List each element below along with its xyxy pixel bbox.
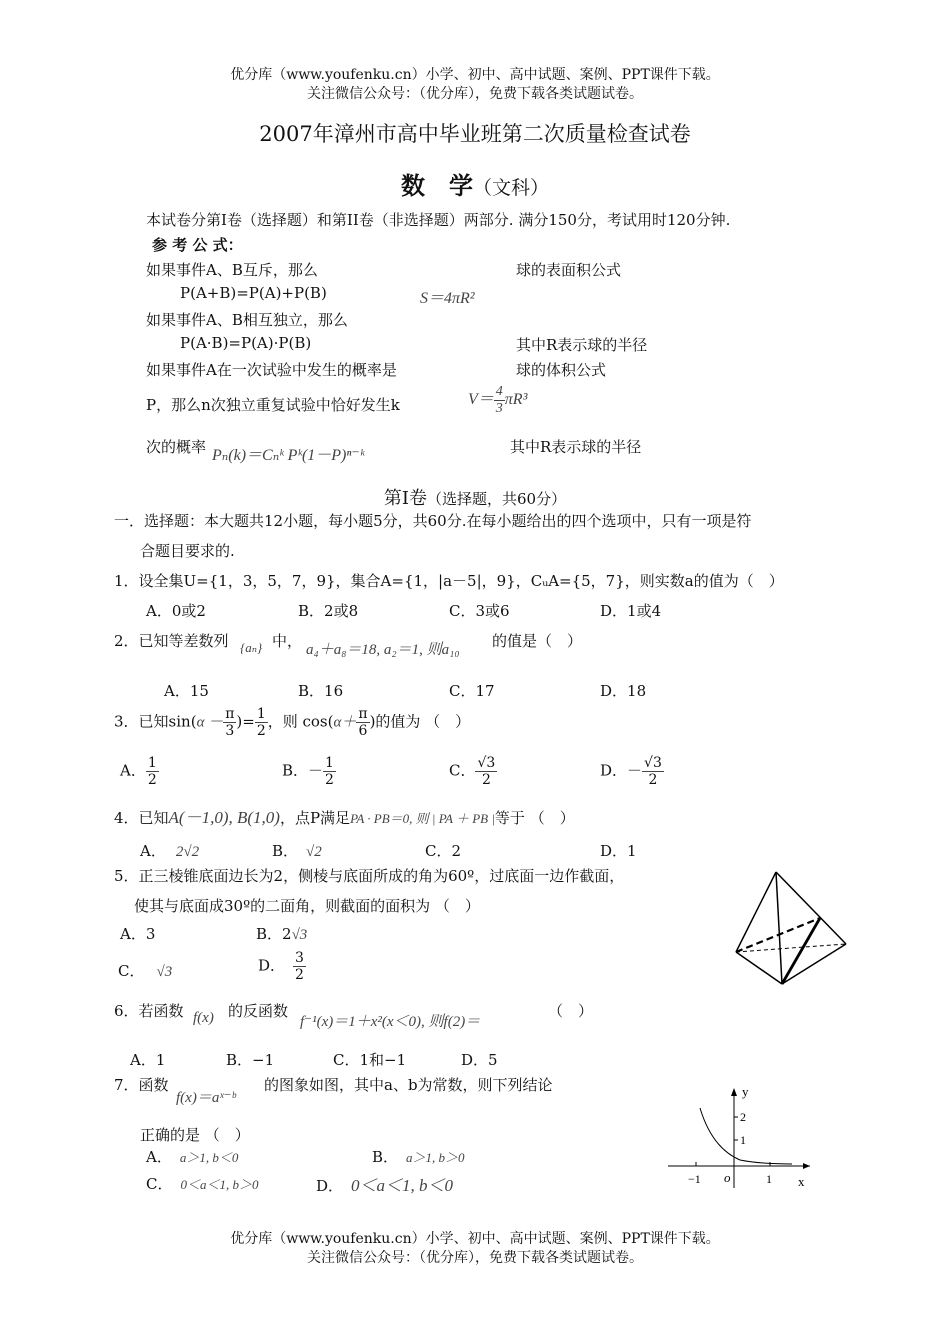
option-value: 0＜a＜1, b＜0 [351, 1176, 454, 1195]
numerator: π [358, 706, 368, 722]
fraction [494, 384, 505, 417]
denominator: 2 [325, 772, 334, 788]
inverse-function: f⁻¹(x)＝1＋x²(x＜0), 则f(2)＝ [300, 1014, 481, 1030]
q3-angle: α － [196, 714, 224, 731]
function-curve [700, 1108, 792, 1164]
section-title [0, 484, 950, 510]
option-value: a＞1, b＞0 [406, 1150, 465, 1165]
q5-option-b [256, 923, 307, 944]
q4-text: 4．已知 [114, 809, 169, 827]
formula-line: 球的体积公式 [516, 361, 607, 379]
option-label: A． [146, 1148, 172, 1166]
question-4-stem [114, 803, 575, 828]
fraction [223, 706, 236, 739]
section-edge [782, 918, 820, 984]
option-label: C． [449, 761, 476, 780]
fraction [323, 755, 336, 788]
function-definition: f(x)＝aˣ⁻ᵇ [176, 1090, 236, 1106]
q7-option-d [316, 1171, 453, 1196]
denominator: 2 [295, 967, 304, 983]
section-intro: 合题目要求的. [140, 542, 235, 560]
footer-line-1: 优分库（www.youfenku.cn）小学、初中、高中试题、案例、PPT课件下载。 [230, 1231, 720, 1247]
x-axis-label: x [798, 1174, 805, 1189]
q2-option-a: A．15 [164, 682, 209, 700]
q4-option-d: D．1 [600, 842, 637, 860]
q1-option-c: C．3或6 [449, 602, 510, 620]
formula-line: 球的表面积公式 [516, 261, 622, 279]
sphere-area-formula: S＝4πR² [420, 290, 475, 307]
numerator: 1 [147, 755, 157, 771]
q1-option-d: D．1或4 [600, 602, 662, 620]
q2-condition: a₄＋a₈＝18, a₂＝1, 则a₁₀ [306, 642, 460, 658]
numerator: 4 [495, 384, 503, 399]
option-label: D． [600, 761, 628, 780]
q7-option-c [146, 1173, 259, 1194]
formula-line: 其中R表示球的半径 [510, 438, 642, 456]
option-label: B． [282, 761, 309, 780]
question-6-stem: 6．若函数 [114, 1002, 184, 1020]
option-label: B．2 [256, 925, 292, 943]
option-value: 0＜a＜1, b＞0 [180, 1177, 259, 1192]
origin-label: o [724, 1170, 731, 1185]
option-label: A． [120, 761, 146, 780]
binomial-formula: Pₙ(k)＝Cₙᵏ Pᵏ(1－P)ⁿ⁻ᵏ [212, 447, 365, 464]
exponential-graph [660, 1080, 820, 1192]
question-7-stem: 正确的是 （ ） [140, 1126, 250, 1144]
q5-option-c [118, 960, 172, 981]
question-2-stem: 的值是（ ） [492, 632, 583, 650]
question-2-stem: 中， [272, 632, 303, 650]
option-label: B． [272, 842, 299, 860]
q4-option-a [140, 840, 199, 861]
question-3-stem [114, 706, 470, 739]
denominator: 3 [495, 401, 503, 416]
q1-option-a: A．0或2 [146, 602, 206, 620]
x-tick-label: 1 [766, 1172, 772, 1186]
q3-option-d [600, 755, 664, 788]
q4-text: ，点P满足 [279, 809, 351, 827]
volume-prefix: V＝ [468, 391, 494, 409]
x-axis-arrow [803, 1163, 810, 1169]
fraction [642, 755, 664, 788]
q5-option-a: A．3 [120, 925, 156, 943]
denominator: 2 [147, 772, 157, 788]
q6-option-a: A．1 [130, 1051, 166, 1069]
option-value: √3 [156, 964, 173, 980]
pyramid-figure [730, 868, 852, 990]
numerator: π [225, 706, 235, 722]
option-value: a＞1, b＜0 [179, 1150, 239, 1165]
denominator: 2 [481, 772, 491, 788]
formula-line: P(A+B)=P(A)+P(B) [180, 284, 327, 302]
numerator: 1 [325, 755, 334, 771]
q3-option-b [282, 755, 336, 788]
pyramid-edge [736, 952, 782, 984]
q2-option-b: B．16 [298, 682, 344, 700]
q2-option-c: C．17 [449, 682, 495, 700]
option-label: B． [372, 1148, 399, 1166]
formula-line: P(A·B)=P(A)·P(B) [180, 334, 312, 352]
q6-option-d: D．5 [461, 1051, 498, 1069]
numerator: √3 [477, 755, 496, 771]
q4-option-b [272, 840, 322, 861]
denominator: 6 [358, 723, 368, 739]
q5-option-d [258, 950, 306, 983]
q3-text: 3．已知sin( [114, 712, 197, 731]
footer-line-2: 关注微信公众号：（优分库），免费下载各类试题试卷。 [307, 1250, 643, 1266]
formula-line: 次的概率 [146, 438, 207, 456]
option-label: D． [258, 956, 286, 975]
q4-points: A(－1,0), B(1,0) [168, 808, 280, 827]
pyramid-edge [782, 944, 846, 984]
question-7-stem: 的图象如图，其中a、b为常数，则下列结论 [264, 1076, 553, 1094]
denominator: 2 [648, 772, 658, 788]
pyramid-edge [736, 872, 776, 952]
formula-line: P，那么n次独立重复试验中恰好发生k [146, 396, 400, 414]
question-1-stem: 1．设全集U={1，3，5，7，9}，集合A={1，|a－5|，9}，CᵤA={5，7}，则实数a的值为（ ） [114, 572, 784, 590]
question-2-stem: 2．已知等差数列 [114, 632, 229, 650]
pyramid-edge [776, 872, 782, 984]
question-6-stem: 的反函数 [228, 1002, 289, 1020]
question-5-stem: 5．正三棱锥底面边长为2，侧棱与底面所成的角为60º，过底面一边作截面， [114, 867, 625, 885]
q7-option-b [372, 1146, 465, 1167]
q3-text: )= [236, 712, 255, 731]
numerator: 3 [295, 950, 304, 966]
option-label: A． [140, 842, 166, 860]
q3-option-a [120, 755, 159, 788]
q6-option-c: C．1和−1 [333, 1051, 407, 1069]
subject-name: 数 学 [400, 171, 473, 200]
q3-text: ，则 cos( [267, 712, 334, 731]
formula-line: 如果事件A、B相互独立，那么 [146, 311, 348, 329]
subject-note: （文科） [472, 177, 549, 199]
q4-text: 等于 （ ） [494, 809, 575, 827]
q4-option-c: C．2 [425, 842, 462, 860]
option-label: C． [118, 962, 145, 980]
page-title: 2007年漳州市高中毕业班第二次质量检查试卷 [259, 122, 691, 146]
option-label: C． [146, 1175, 173, 1193]
sphere-volume-formula [468, 384, 527, 417]
y-tick-label: 2 [740, 1110, 746, 1124]
q6-option-b: B．−1 [226, 1051, 275, 1069]
volume-suffix: πR³ [504, 391, 528, 409]
function-symbol: f(x) [193, 1010, 214, 1026]
q7-option-a [146, 1146, 238, 1167]
option-value: 2√2 [175, 844, 200, 860]
numerator: √3 [644, 755, 662, 771]
q3-text: )的值为 （ ） [369, 712, 471, 731]
question-5-stem: 使其与底面成30º的二面角，则截面的面积为 （ ） [134, 897, 480, 915]
sequence-symbol: {aₙ} [240, 640, 263, 655]
x-tick-label: −1 [688, 1172, 701, 1186]
denominator: 2 [256, 723, 266, 739]
section-name: 第Ⅰ卷 [383, 488, 428, 509]
denominator: 3 [225, 723, 235, 739]
minus-sign: － [308, 761, 324, 780]
formula-heading: 参 考 公 式： [152, 236, 243, 254]
option-value: √3 [291, 927, 308, 943]
fraction [146, 755, 159, 788]
formula-line: 如果事件A、B互斥，那么 [146, 261, 318, 279]
fraction [475, 755, 497, 788]
question-7-stem: 7．函数 [114, 1076, 169, 1094]
q1-option-b: B．2或8 [298, 602, 359, 620]
option-label: D． [316, 1177, 344, 1195]
option-value: √2 [306, 844, 322, 860]
minus-sign: － [627, 761, 643, 780]
q3-angle: α＋ [333, 714, 357, 731]
formula-line: 其中R表示球的半径 [516, 336, 648, 354]
header-line-2: 关注微信公众号：（优分库），免费下载各类试题试卷。 [307, 86, 643, 102]
question-6-stem: （ ） [548, 1002, 594, 1020]
section-note: （选择题，共60分） [427, 490, 567, 508]
fraction [255, 706, 268, 739]
header-line-1: 优分库（www.youfenku.cn）小学、初中、高中试题、案例、PPT课件下载。 [230, 67, 720, 83]
exam-intro: 本试卷分第I卷（选择题）和第II卷（非选择题）两部分. 满分150分，考试用时120分钟. [146, 211, 731, 229]
section-intro: 一．选择题：本大题共12小题，每小题5分，共60分.在每小题给出的四个选项中，只有一项是符 [114, 512, 752, 530]
q4-condition: PA · PB＝0, 则 | PA ＋ PB | [350, 811, 495, 826]
q3-option-c [449, 755, 497, 788]
fraction [293, 950, 306, 983]
numerator: 1 [256, 706, 266, 722]
y-axis-label: y [742, 1084, 749, 1099]
q2-option-d: D．18 [600, 682, 647, 700]
subject-heading [0, 166, 950, 201]
formula-line: 如果事件A在一次试验中发生的概率是 [146, 361, 397, 379]
fraction [356, 706, 369, 739]
y-tick-label: 1 [740, 1133, 746, 1147]
y-axis-arrow [731, 1088, 737, 1096]
